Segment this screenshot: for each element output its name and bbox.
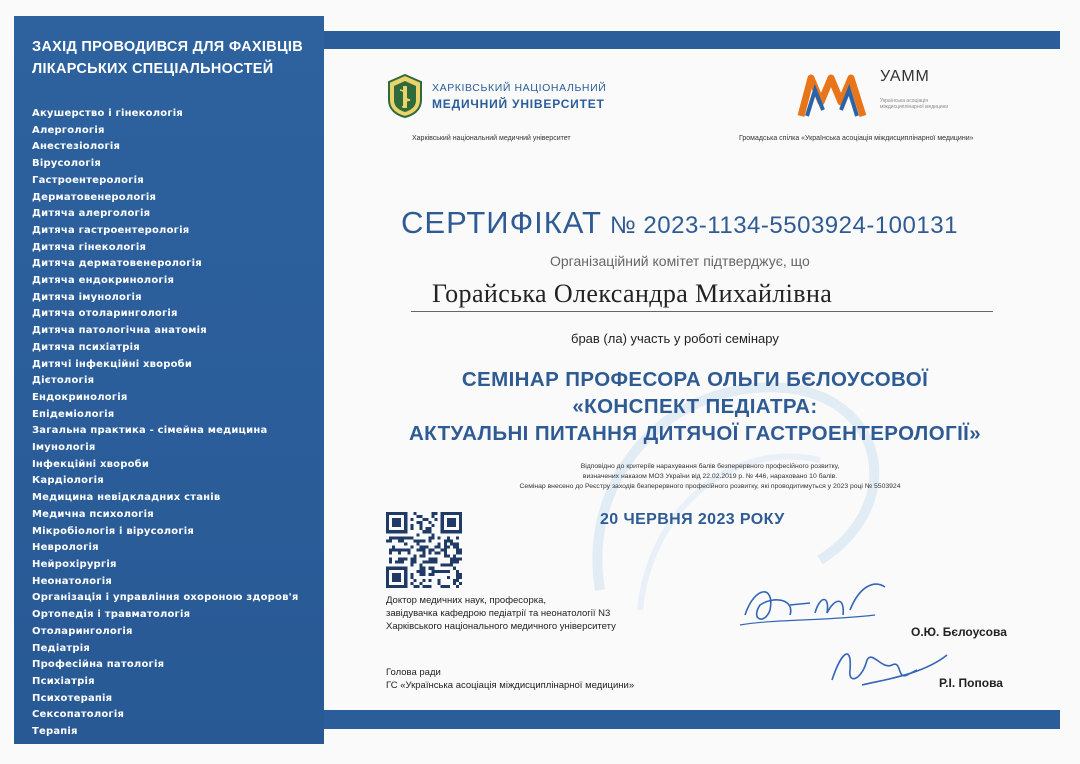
- specialty-item: Дитяча ендокринологія: [32, 275, 175, 287]
- specialty-item: Дитяча алергологія: [32, 208, 151, 220]
- khnmu-name-line1: ХАРКІВСЬКИЙ НАЦІОНАЛЬНИЙ: [432, 82, 607, 94]
- seminar-title-line2: «КОНСПЕКТ ПЕДІАТРА:: [572, 395, 818, 418]
- signatory-1-title-line1: Доктор медичних наук, професорка,: [386, 595, 547, 606]
- uamm-subtitle: Українська асоціація міждисциплінарної медицини: [880, 98, 949, 110]
- specialties-list: [32, 106, 324, 741]
- note-line1: Відповідно до критеріїв нарахування балів безперервного професійного розвитку,: [580, 463, 840, 470]
- specialty-item: Медична психологія: [32, 508, 154, 520]
- specialty-item: Інфекційні хвороби: [32, 458, 150, 470]
- specialty-item: Дитяча психіатрія: [32, 341, 140, 353]
- certificate-heading: [401, 205, 958, 241]
- certificate-number: № 2023-1134-5503924-100131: [610, 212, 958, 239]
- seminar-title-line1: СЕМІНАР ПРОФЕСОРА ОЛЬГИ БЄЛОУСОВОЇ: [461, 368, 929, 391]
- specialty-item: Сексопатологія: [32, 709, 125, 721]
- specialty-item: Акушерство і гінекологія: [32, 108, 183, 119]
- note-line3: Семінар внесено до Реєстру заходів безперервного професійного розвитку, які проводитимуться у 2023 році № 5503924: [519, 483, 901, 490]
- specialty-item: Неврологія: [32, 542, 99, 554]
- khnmu-caption: Харківський національний медичний університет: [412, 135, 571, 142]
- specialty-item: Вірусологія: [32, 158, 101, 170]
- specialty-item: Дитяча дерматовенерологія: [32, 258, 202, 270]
- seminar-title-line3: АКТУАЛЬНІ ПИТАННЯ ДИТЯЧОЇ ГАСТРОЕНТЕРОЛОГІЇ»: [408, 422, 982, 445]
- specialty-item: Імунологія: [32, 442, 96, 454]
- specialty-item: Епідеміологія: [32, 408, 115, 420]
- specialty-item: Дієтологія: [32, 375, 95, 387]
- specialty-item: Дитяча гінекологія: [32, 241, 147, 253]
- uamm-name: УАММ: [880, 68, 930, 85]
- seminar-title: [365, 366, 1025, 447]
- specialty-item: Загальна практика - сімейна медицина: [32, 425, 268, 437]
- top-decor-bar: [324, 31, 1060, 49]
- signatory-1-title-line2: завідувачка кафедрою педіатрії та неонатології N3: [386, 608, 611, 619]
- khnmu-name-line2: МЕДИЧНИЙ УНІВЕРСИТЕТ: [432, 97, 605, 111]
- specialty-item: Ортопедія і травматологія: [32, 609, 191, 621]
- specialty-item: Дитяча отоларингологія: [32, 308, 178, 320]
- bottom-decor-bar: [324, 710, 1060, 729]
- specialty-item: Дитяча гастроентерологія: [32, 224, 190, 236]
- signatory-1-title: [386, 594, 616, 633]
- specialty-item: Організація і управління охороною здоров'я: [32, 592, 299, 604]
- recipient-name: Горайська Олександра Михайлівна: [432, 279, 833, 308]
- signatory-2-title-line2: ГС «Українська асоціація міждисциплінарної медицини»: [386, 680, 635, 691]
- specialty-item: Психіатрія: [32, 675, 95, 687]
- specialties-title: ЗАХІД ПРОВОДИВСЯ ДЛЯ ФАХІВЦІВ ЛІКАРСЬКИХ СПЕЦІАЛЬНОСТЕЙ: [32, 39, 303, 77]
- qr-code-icon[interactable]: [386, 512, 462, 588]
- accreditation-note: [440, 462, 980, 492]
- signatory-2-title-line1: Голова ради: [386, 667, 441, 678]
- signatory-1-name: О.Ю. Бєлоусова: [911, 625, 1007, 639]
- certificate-title: СЕРТИФІКАТ: [401, 205, 602, 240]
- event-date: 20 ЧЕРВНЯ 2023 РОКУ: [600, 511, 785, 528]
- specialty-item: Дитяча патологічна анатомія: [32, 325, 207, 337]
- specialty-item: Алергологія: [32, 124, 105, 136]
- specialty-item: Педіатрія: [32, 642, 91, 654]
- specialty-item: Дитяча імунологія: [32, 291, 142, 303]
- specialty-item: Ендокринологія: [32, 391, 128, 403]
- specialty-item: Професійна патологія: [32, 659, 165, 671]
- specialty-item: Психотерапія: [32, 692, 113, 704]
- specialty-item: Дерматовенерологія: [32, 191, 157, 203]
- signatory-1-title-line3: Харківського національного медичного університету: [386, 621, 616, 632]
- specialty-item: Неонатологія: [32, 575, 113, 587]
- specialty-item: Анестезіологія: [32, 141, 121, 153]
- signatory-2-name: Р.І. Попова: [939, 676, 1003, 690]
- confirm-text: Організаційний комітет підтверджує, що: [550, 253, 810, 269]
- uamm-logo: [797, 68, 977, 128]
- note-line2: визначених наказом МОЗ України від 22.02.2019 р. № 446, нараховано 10 балів.: [582, 473, 838, 480]
- specialty-item: Кардіологія: [32, 475, 104, 487]
- specialty-item: Медицина невідкладних станів: [32, 492, 221, 504]
- signature-2: [822, 640, 952, 690]
- signatory-2-title: [386, 666, 634, 692]
- signature-1: [735, 575, 895, 635]
- specialty-item: Гастроентерологія: [32, 174, 144, 186]
- specialty-item: Мікробіологія і вірусологія: [32, 525, 195, 537]
- specialty-item: Терапія: [32, 726, 78, 738]
- specialty-item: Дитячі інфекційні хвороби: [32, 358, 193, 370]
- participation-text: брав (ла) участь у роботі семінару: [571, 331, 779, 346]
- name-underline: [411, 311, 993, 312]
- uamm-logo-icon: [797, 72, 867, 120]
- khnmu-crest-icon: [386, 74, 424, 118]
- specialty-item: Нейрохірургія: [32, 558, 117, 570]
- uamm-caption: Громадська спілка «Українська асоціація міждисциплінарної медицини»: [739, 135, 974, 142]
- specialties-panel: [14, 16, 324, 744]
- specialty-item: Отоларингологія: [32, 625, 133, 637]
- khnmu-logo: [386, 74, 626, 124]
